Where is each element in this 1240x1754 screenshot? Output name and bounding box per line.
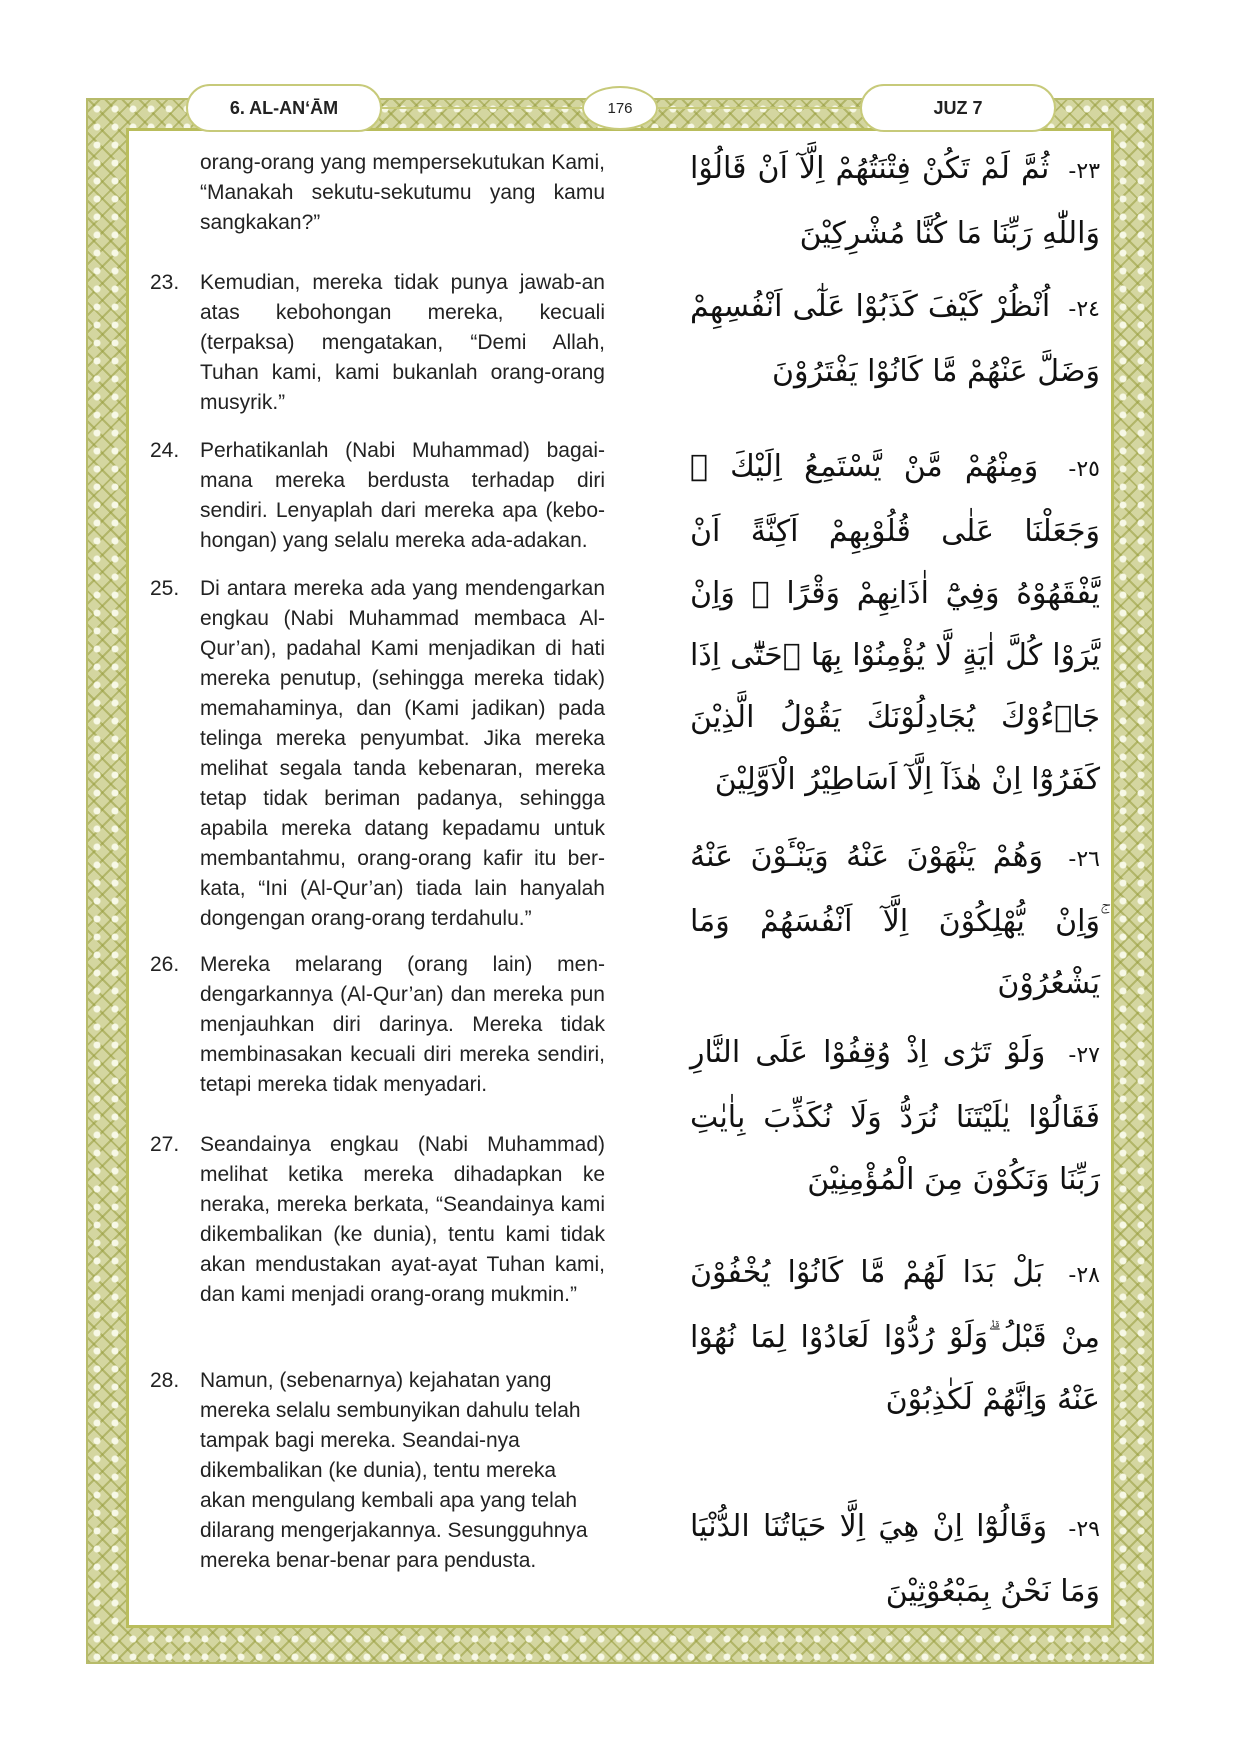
arabic-verse	[690, 276, 1100, 403]
arabic-verse	[690, 1242, 1100, 1431]
translation-text: orang-orang yang mempersekutukan Kami, “Manakah sekutu-sekutumu yang kamu sangkakan?”	[200, 151, 605, 234]
translation-block	[150, 950, 605, 1100]
surah-title: 6. AL-ANʻĀM	[186, 84, 382, 132]
arabic-verse-number: ٢٤-	[1068, 297, 1100, 322]
translation-number: 27.	[150, 1133, 180, 1156]
arabic-verse-number: ٢٥-	[1068, 457, 1100, 482]
translation-block	[150, 1366, 605, 1576]
arabic-text: وَقَالُوْٓا اِنْ هِيَ اِلَّا حَيَاتُنَا الدُّنْيَا وَمَا نَحْنُ بِمَبْعُوْثِيْنَ	[690, 1509, 1100, 1609]
translation-text: Namun, (sebenarnya) kejahatan yang mereka selalu sembunyikan dahulu telah tampak bagi mereka. Seandai-nya dikembalikan (ke dunia), tentu mereka akan mengulang kembali apa yang telah dilarang mengerjakannya. Sesungguhnya mereka benar-benar para pendusta.	[200, 1369, 588, 1572]
juz-label: JUZ 7	[860, 84, 1056, 132]
translation-number: 28.	[150, 1369, 180, 1392]
translation-number	[150, 148, 200, 238]
arabic-verse	[690, 826, 1100, 1015]
arabic-verse-number: ٢٣-	[1068, 159, 1101, 184]
translation-block	[150, 1130, 605, 1310]
arabic-verse-number: ٢٧-	[1068, 1043, 1100, 1068]
arabic-text: بَلْ بَدَا لَهُمْ مَّا كَانُوْا يُخْفُوْنَ مِنْ قَبْلُ ۗوَلَوْ رُدُّوْا لَعَادُوْا لِمَا نُهُوْا عَنْهُ وَاِنَّهُمْ لَكٰذِبُوْنَ	[690, 1255, 1100, 1417]
arabic-verse	[690, 436, 1100, 811]
arabic-verse-number: ٢٩-	[1068, 1517, 1100, 1542]
arabic-text: وَلَوْ تَرٰٓى اِذْ وُقِفُوْا عَلَى النَّارِ فَقَالُوْا يٰلَيْتَنَا نُرَدُّ وَلَا نُكَذِّبَ بِاٰيٰتِ رَبِّنَا وَنَكُوْنَ مِنَ الْمُؤْمِنِيْنَ	[690, 1035, 1100, 1197]
translation-text: Perhatikanlah (Nabi Muhammad) bagai-mana mereka berdusta terhadap diri sendiri. Lenyaplah dari mereka apa (kebo-hongan) yang selalu mereka ada-adakan.	[200, 439, 605, 552]
arabic-text: ثُمَّ لَمْ تَكُنْ فِتْنَتُهُمْ اِلَّآ اَنْ قَالُوْا وَاللّٰهِ رَبِّنَا مَا كُنَّا مُشْرِكِيْنَ	[690, 151, 1100, 251]
translation-text: Seandainya engkau (Nabi Muhammad) melihat ketika mereka dihadapkan ke neraka, mereka berkata, “Seandainya kami dikembalikan (ke dunia), tentu kami tidak akan mendustakan ayat-ayat Tuhan kami, dan kami menjadi orang-orang mukmin.”	[200, 1133, 605, 1306]
translation-text: Kemudian, mereka tidak punya jawab-an atas kebohongan mereka, kecuali (terpaksa) mengatakan, “Demi Allah, Tuhan kami, kami bukanlah orang-orang musyrik.”	[200, 271, 605, 414]
translation-text: Di antara mereka ada yang mendengarkan engkau (Nabi Muhammad membaca Al-Qur’an), padahal Kami menjadikan di hati mereka penutup, (sehingga mereka tidak) memahaminya, dan (Kami jadikan) pada telinga mereka penyumbat. Jika mereka melihat segala tanda kebenaran, mereka tetap tidak beriman padanya, sehingga apabila mereka datang kepadamu untuk membantahmu, orang-orang kafir itu ber-kata, “Ini (Al-Qur’an) tiada lain hanyalah dongengan orang-orang terdahulu.”	[200, 577, 605, 930]
header-divider-left	[382, 107, 582, 109]
arabic-text: وَهُمْ يَنْهَوْنَ عَنْهُ وَيَنْـَٔوْنَ عَنْهُ ۚوَاِنْ يُّهْلِكُوْنَ اِلَّآ اَنْفُسَهُمْ وَمَا يَشْعُرُوْنَ	[690, 839, 1100, 1001]
translation-block	[150, 148, 605, 238]
header-divider-right	[658, 107, 860, 109]
translation-block	[150, 436, 605, 556]
translation-text: Mereka melarang (orang lain) men-dengarkannya (Al-Qur’an) dan mereka pun menjauhkan diri darinya. Mereka tidak membinasakan kecuali diri mereka sendiri, tetapi mereka tidak menyadari.	[200, 953, 605, 1096]
page-number: 176	[582, 86, 658, 130]
arabic-verse	[690, 1496, 1100, 1623]
arabic-verse	[690, 1022, 1100, 1211]
translation-number: 25.	[150, 577, 180, 600]
arabic-verse	[690, 138, 1100, 265]
translation-number: 24.	[150, 439, 180, 462]
arabic-text: وَمِنْهُمْ مَّنْ يَّسْتَمِعُ اِلَيْكَ ۚ وَجَعَلْنَا عَلٰى قُلُوْبِهِمْ اَكِنَّةً اَنْ يَّفْقَهُوْهُ وَفِيْٓ اٰذَانِهِمْ وَقْرًا ۗ وَاِنْ يَّرَوْا كُلَّ اٰيَةٍ لَّا يُؤْمِنُوْا بِهَا ۗحَتّٰٓى اِذَا جَاۤءُوْكَ يُجَادِلُوْنَكَ يَقُوْلُ الَّذِيْنَ كَفَرُوْٓا اِنْ هٰذَآ اِلَّآ اَسَاطِيْرُ الْاَوَّلِيْنَ	[690, 449, 1100, 797]
translation-number: 26.	[150, 953, 180, 976]
arabic-verse-number: ٢٦-	[1068, 847, 1100, 872]
arabic-text: اُنْظُرْ كَيْفَ كَذَبُوْا عَلٰٓى اَنْفُسِهِمْ وَضَلَّ عَنْهُمْ مَّا كَانُوْا يَفْتَرُوْنَ	[690, 289, 1100, 389]
arabic-verse-number: ٢٨-	[1068, 1263, 1100, 1288]
translation-number: 23.	[150, 271, 180, 294]
translation-block	[150, 574, 605, 934]
translation-block	[150, 268, 605, 418]
